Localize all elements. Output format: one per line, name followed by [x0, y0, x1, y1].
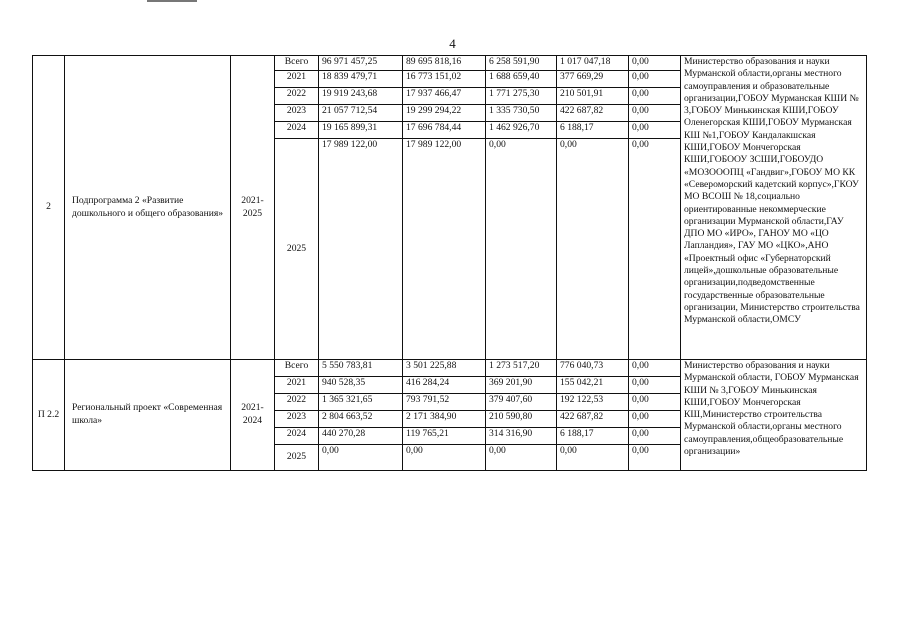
total-value: 1 365 321,65 — [319, 394, 403, 411]
federal-budget-value: 793 791,52 — [403, 394, 486, 411]
extra-budget-value: 0,00 — [629, 122, 681, 139]
local-budget-value: 6 188,17 — [557, 122, 629, 139]
federal-budget-value: 2 171 384,90 — [403, 411, 486, 428]
year-label: 2022 — [275, 88, 319, 105]
federal-budget-value: 17 696 784,44 — [403, 122, 486, 139]
local-budget-value: 155 042,21 — [557, 377, 629, 394]
regional-budget-value: 0,00 — [486, 445, 557, 471]
year-label: 2021 — [275, 377, 319, 394]
extra-budget-value: 0,00 — [629, 377, 681, 394]
federal-budget-value: 89 695 818,16 — [403, 56, 486, 71]
federal-budget-value: 16 773 151,02 — [403, 71, 486, 88]
row-number: П 2.2 — [33, 360, 65, 471]
extra-budget-value: 0,00 — [629, 71, 681, 88]
regional-budget-value: 1 273 517,20 — [486, 360, 557, 377]
budget-table — [32, 55, 867, 471]
total-value: 440 270,28 — [319, 428, 403, 445]
table-row — [33, 56, 867, 71]
project-name: Региональный проект «Современная школа» — [65, 360, 231, 471]
total-value: 19 165 899,31 — [319, 122, 403, 139]
regional-budget-value: 0,00 — [486, 139, 557, 360]
local-budget-value: 776 040,73 — [557, 360, 629, 377]
federal-budget-value: 3 501 225,88 — [403, 360, 486, 377]
total-value: 0,00 — [319, 445, 403, 471]
executors-text: Министерство образования и науки Мурманской области,органы местного самоуправления и образовательные организации,ГОБОУ Мурманская КШИ № 3,ГОБОУ Минькинская КШИ,ГОБОУ Оленегорская КШИ,ГОБОУ Мурманская КШ №1,ГОБОУ Кандалакшская КШИ,ГОБОУ Мончегорская КШИ,ГОБООУ ЗСШИ,ГОБОУДО «МОЗОООПЦ «Гандвиг»,ГОБОУ МО КК «Североморский кадетский корпус»,ГКОУ МО ВСОШ № 18,социально ориентированные некоммерческие организации Мурманской области,ГАУ ДПО МО «ИРО», ГАНОУ МО «ЦО Лапландия», ГАУ МО «ЦКО»,АНО «Проектный офис «Губернаторский лицей»,дошкольные образовательные организации,подведомственные государственные образовательные организации, Министерство строительства Мурманской области,ОМСУ — [681, 56, 867, 360]
total-value: 940 528,35 — [319, 377, 403, 394]
total-value: 18 839 479,71 — [319, 71, 403, 88]
extra-budget-value: 0,00 — [629, 428, 681, 445]
local-budget-value: 422 687,82 — [557, 411, 629, 428]
local-budget-value: 377 669,29 — [557, 71, 629, 88]
year-label: 2025 — [275, 445, 319, 471]
extra-budget-value: 0,00 — [629, 105, 681, 122]
regional-budget-value: 1 771 275,30 — [486, 88, 557, 105]
extra-budget-value: 0,00 — [629, 88, 681, 105]
regional-budget-value: 1 462 926,70 — [486, 122, 557, 139]
table-row — [33, 360, 867, 377]
regional-budget-value: 369 201,90 — [486, 377, 557, 394]
local-budget-value: 6 188,17 — [557, 428, 629, 445]
local-budget-value: 1 017 047,18 — [557, 56, 629, 71]
project-period: 2021-2024 — [231, 360, 275, 471]
total-value: 5 550 783,81 — [319, 360, 403, 377]
local-budget-value: 422 687,82 — [557, 105, 629, 122]
extra-budget-value: 0,00 — [629, 56, 681, 71]
year-label: 2024 — [275, 428, 319, 445]
year-label: 2025 — [275, 139, 319, 360]
year-label: Всего — [275, 360, 319, 377]
extra-budget-value: 0,00 — [629, 139, 681, 360]
total-value: 2 804 663,52 — [319, 411, 403, 428]
extra-budget-value: 0,00 — [629, 394, 681, 411]
federal-budget-value: 0,00 — [403, 445, 486, 471]
federal-budget-value: 19 299 294,22 — [403, 105, 486, 122]
federal-budget-value: 17 937 466,47 — [403, 88, 486, 105]
row-number: 2 — [33, 56, 65, 360]
federal-budget-value: 119 765,21 — [403, 428, 486, 445]
year-label: Всего — [275, 56, 319, 71]
local-budget-value: 0,00 — [557, 445, 629, 471]
local-budget-value: 192 122,53 — [557, 394, 629, 411]
total-value: 96 971 457,25 — [319, 56, 403, 71]
regional-budget-value: 1 335 730,50 — [486, 105, 557, 122]
federal-budget-value: 17 989 122,00 — [403, 139, 486, 360]
total-value: 17 989 122,00 — [319, 139, 403, 360]
local-budget-value: 0,00 — [557, 139, 629, 360]
executors-text: Министерство образования и науки Мурманской области, ГОБОУ Мурманская КШИ № 3,ГОБОУ Минькинская КШИ,ГОБОУ Мончегорская КШ,Министерство строительства Мурманской области,органы местного самоуправления,общеобразовательные организации» — [681, 360, 867, 471]
total-value: 21 057 712,54 — [319, 105, 403, 122]
year-label: 2024 — [275, 122, 319, 139]
extra-budget-value: 0,00 — [629, 445, 681, 471]
year-label: 2023 — [275, 105, 319, 122]
scan-artifact-line — [147, 0, 197, 2]
regional-budget-value: 314 316,90 — [486, 428, 557, 445]
extra-budget-value: 0,00 — [629, 360, 681, 377]
total-value: 19 919 243,68 — [319, 88, 403, 105]
year-label: 2022 — [275, 394, 319, 411]
program-name: Подпрограмма 2 «Развитие дошкольного и общего образования» — [65, 56, 231, 360]
regional-budget-value: 6 258 591,90 — [486, 56, 557, 71]
regional-budget-value: 1 688 659,40 — [486, 71, 557, 88]
federal-budget-value: 416 284,24 — [403, 377, 486, 394]
year-label: 2021 — [275, 71, 319, 88]
regional-budget-value: 210 590,80 — [486, 411, 557, 428]
year-label: 2023 — [275, 411, 319, 428]
extra-budget-value: 0,00 — [629, 411, 681, 428]
page-number: 4 — [449, 36, 456, 51]
regional-budget-value: 379 407,60 — [486, 394, 557, 411]
program-period: 2021-2025 — [231, 56, 275, 360]
local-budget-value: 210 501,91 — [557, 88, 629, 105]
